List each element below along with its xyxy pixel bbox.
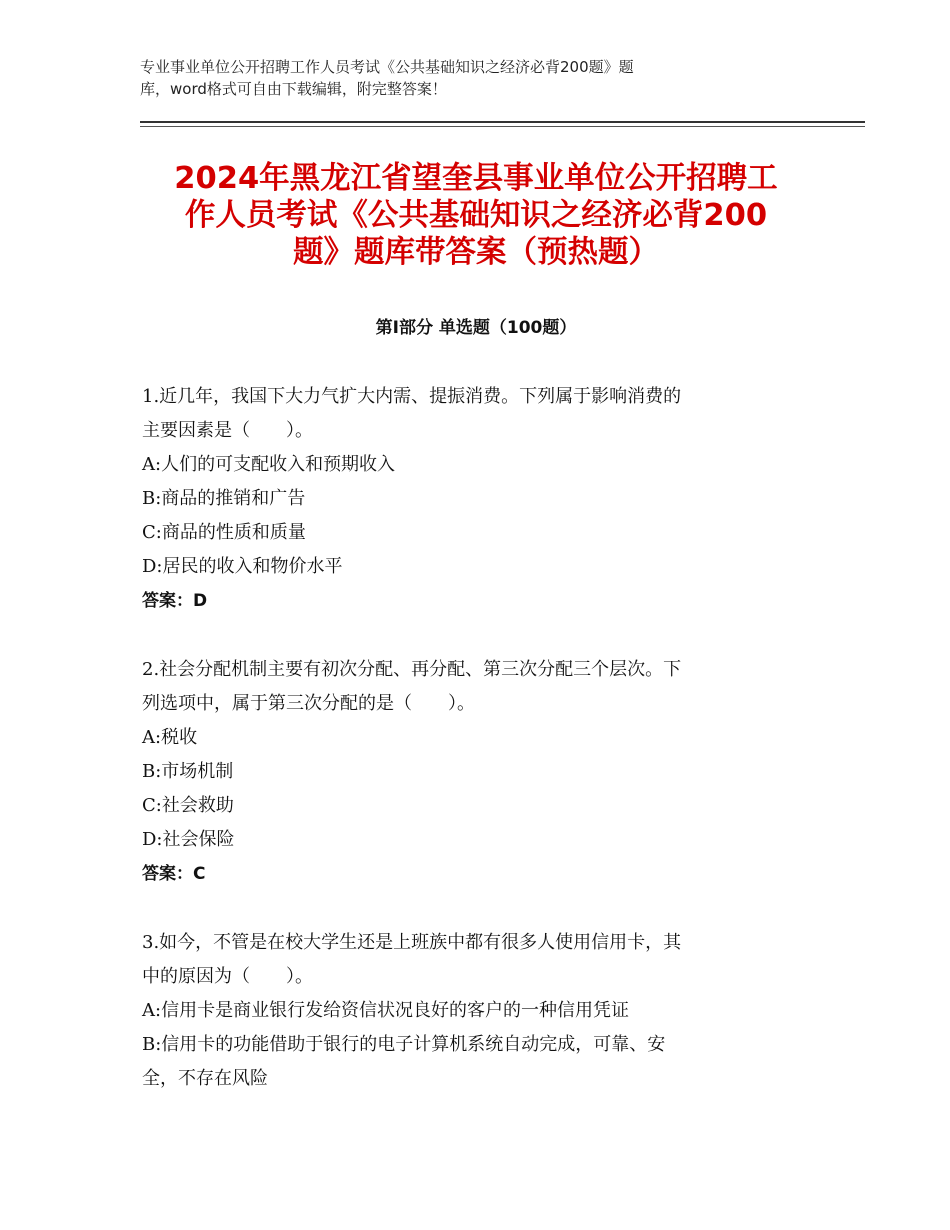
option-a: A:税收: [142, 727, 198, 748]
question-stem-line: 2.社会分配机制主要有初次分配、再分配、第三次分配三个层次。下: [142, 659, 682, 680]
option-b: B:商品的推销和广告: [142, 488, 306, 509]
answer-label: 答案：D: [142, 591, 208, 611]
option-b-continued: 全，不存在风险: [142, 1068, 268, 1089]
option-d: D:社会保险: [142, 829, 235, 850]
option-c: C:社会救助: [142, 795, 234, 816]
option-b: B:市场机制: [142, 761, 234, 782]
question-3: [142, 926, 802, 1096]
title-line-1: 2024年黑龙江省望奎县事业单位公开招聘工: [174, 161, 778, 196]
question-stem-line: 1.近几年，我国下大力气扩大内需、提振消费。下列属于影响消费的: [142, 386, 682, 407]
document-title: [140, 160, 812, 271]
header-note-line-2: 库，word格式可自由下载编辑，附完整答案！: [140, 80, 447, 98]
question-2: [142, 653, 802, 891]
header-divider-thin: [140, 126, 865, 127]
header-note-line-1: 专业事业单位公开招聘工作人员考试《公共基础知识之经济必背200题》题: [140, 58, 634, 76]
answer-label: 答案：C: [142, 864, 206, 884]
title-line-3: 题》题库带答案（预热题）: [293, 235, 659, 270]
question-stem-line: 中的原因为（ ）。: [142, 966, 313, 987]
question-stem-line: 列选项中，属于第三次分配的是（ ）。: [142, 693, 475, 714]
option-a: A:信用卡是商业银行发给资信状况良好的客户的一种信用凭证: [142, 1000, 630, 1021]
header-divider-thick: [140, 121, 865, 123]
option-c: C:商品的性质和质量: [142, 522, 306, 543]
option-b: B:信用卡的功能借助于银行的电子计算机系统自动完成，可靠、安: [142, 1034, 666, 1055]
title-line-2: 作人员考试《公共基础知识之经济必背200: [184, 198, 768, 233]
option-a: A:人们的可支配收入和预期收入: [142, 454, 396, 475]
question-stem-line: 3.如今，不管是在校大学生还是上班族中都有很多人使用信用卡，其: [142, 932, 682, 953]
document-header-note: [140, 56, 780, 100]
section-heading: 第Ⅰ部分 单选题（100题）: [375, 318, 577, 338]
question-stem-line: 主要因素是（ ）。: [142, 420, 313, 441]
option-d: D:居民的收入和物价水平: [142, 556, 343, 577]
question-1: [142, 380, 802, 618]
